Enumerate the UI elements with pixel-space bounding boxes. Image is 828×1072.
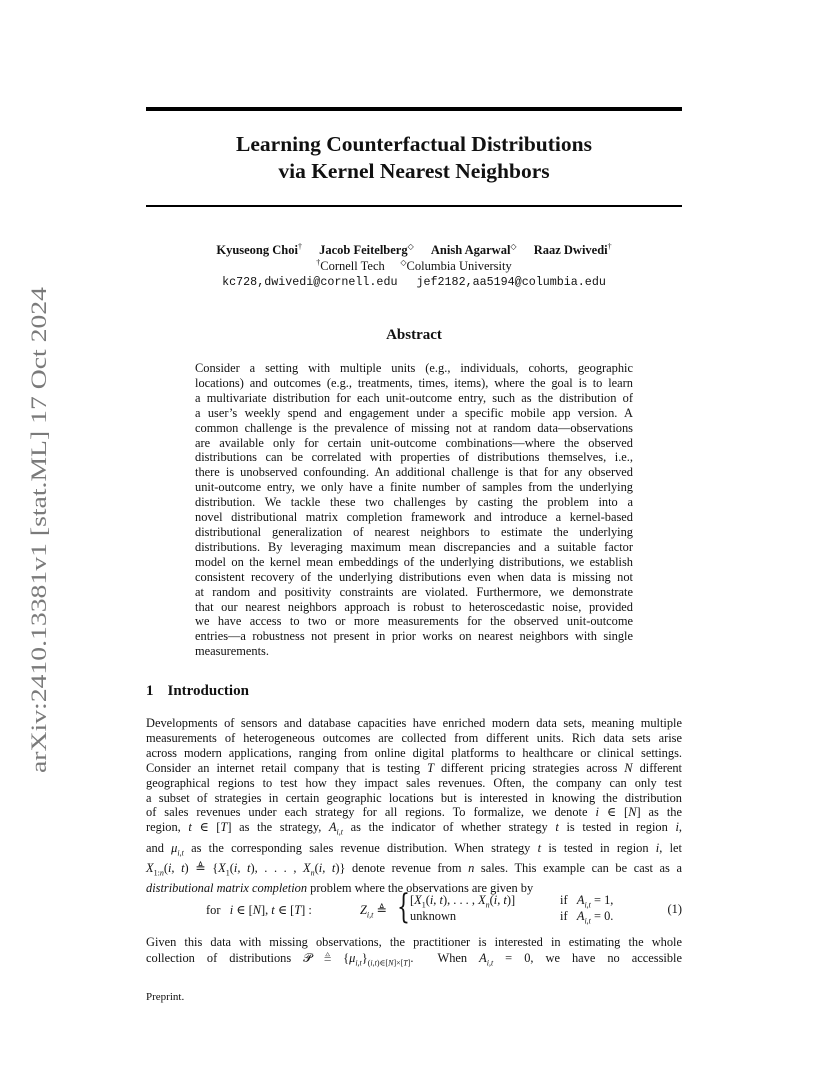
title-rule-bottom [146, 205, 682, 207]
author-affil-mark: † [607, 241, 612, 251]
intro-paragraph [146, 716, 682, 896]
abstract-line: entries—a robustness not present in prior works on nearest neighbors with single [195, 629, 633, 644]
text-line: and $\mu_{i,t}$ as the corresponding sales revenue distribution. When strategy t is tested in region i, let [146, 840, 682, 858]
abstract-line: distributions can be correlated with properties of distributions themselves, i.e., [195, 450, 633, 465]
equation-lhs: $Z_{i,t}$ ≜ [360, 903, 387, 920]
equation-case-2: unknown [410, 909, 457, 923]
equation-case-1: [$X_1(i$, t), . . . , $X_n(i$, t)] [410, 893, 516, 910]
text-line: $X_{1:n}(i$, t) ≜ {$X_1(i$, t), . . . , $X_n(i$, t)} denote revenue from n sales. This example can be cast as a [146, 861, 682, 878]
author [534, 243, 612, 257]
author-name: Kyuseong Choi [216, 243, 298, 257]
equation-quantifier: for i ∈ [N], t ∈ [T] : [206, 903, 312, 917]
equation-condition-1: if $A_{i,t} = 1$, [560, 893, 614, 910]
affiliation: Columbia University [406, 259, 512, 273]
abstract-line: common challenge is the prevalence of missing not at random data—observations [195, 420, 633, 435]
abstract-line: that our nearest neighbors approach is robust to heteroscedastic noise, provided [195, 599, 633, 614]
title-line-1: Learning Counterfactual Distributions [236, 132, 592, 156]
email[interactable]: jef2182,aa5194@columbia.edu [416, 275, 606, 289]
abstract-line: we have access to two or more measurements for the observed unit-outcome [195, 614, 633, 629]
text-line: geographical regions to test how they impact sales revenues. Often, the company can only test [146, 775, 682, 790]
abstract-line: are available only for certain unit-outcome combinations—where the observed [195, 435, 633, 450]
abstract-line: at random and positivity constraints are violated. Furthermore, we demonstrate [195, 584, 633, 599]
emails [146, 274, 682, 290]
abstract-line: Consider a setting with multiple units (e.g., individuals, cohorts, geographic [195, 361, 633, 375]
abstract-line: unit-outcome entry, we only have a finite number of samples from the underlying [195, 480, 633, 495]
author-affil-mark: ◇ [407, 241, 414, 251]
author-affil-mark: † [297, 241, 302, 251]
section-number: 1 [146, 683, 154, 699]
abstract-line: a user’s weekly spend and engagement under a specific mobile app version. A [195, 405, 633, 420]
author [216, 243, 302, 257]
text-line: a subset of strategies in certain geographic locations but is interested in knowing the distribution [146, 790, 682, 805]
paper-title [146, 131, 682, 185]
affil-mark: ◇ [400, 257, 407, 267]
abstract-line: locations) and outcomes (e.g., treatments, times, items), where the goal is to learn [195, 375, 633, 390]
text-line: Given this data with missing observations, the practitioner is interested in estimating the whole [146, 935, 682, 949]
author-list [146, 242, 682, 258]
author [431, 243, 517, 257]
left-brace: { [397, 887, 410, 927]
affil-mark: † [316, 257, 321, 267]
text-line: of sales revenues under each strategy for all regions. To formalize, we denote i ∈ [N] as the [146, 805, 683, 820]
text-line: measurements of heterogeneous outcomes are collected from different units. Rich data sets arise [146, 730, 682, 745]
abstract-line: distributions. By leveraging maximum mean discrepancies and a suitable factor [195, 539, 633, 554]
text-line: across modern applications, ranging from online digital platforms to healthcare or clinical settings. [146, 745, 682, 760]
abstract-body [195, 361, 633, 659]
author [319, 243, 414, 257]
footer-label: Preprint. [146, 991, 185, 1003]
text-line: distributional matrix completion problem where the observations are given by [146, 881, 534, 896]
abstract-line: novel distributional matrix completion framework and introduce a kernel-based [195, 510, 633, 525]
equation-condition-2: if $A_{i,t} = 0$. [560, 909, 614, 926]
author-name: Raaz Dwivedi [533, 243, 608, 257]
text-line: collection of distributions 𝒫 ≜ $\{\mu_{i,t}\}_{(i,t)\in[N]\times[T]}$. When $A_{i,t} = 0$, we have no accessible [146, 951, 682, 968]
abstract-line: measurements. [195, 644, 269, 659]
abstract-line: a multivariate distribution for each unit-outcome entry, such as the distribution of [195, 390, 633, 405]
section-heading [146, 683, 249, 700]
email[interactable]: kc728,dwivedi@cornell.edu [222, 275, 398, 289]
arxiv-stamp-text: arXiv:2410.13381v1 [stat.ML] 17 Oct 2024 [26, 378, 51, 773]
abstract-heading: Abstract [386, 327, 442, 343]
abstract-line: consistent recovery of the underlying distributions even when data is missing not [195, 569, 633, 584]
abstract-line: model on the kernel mean embeddings of the underlying distributions, we establish [195, 554, 633, 569]
affiliations [146, 258, 682, 274]
author-affil-mark: ◇ [510, 241, 517, 251]
continuation-paragraph [146, 934, 682, 971]
author-name: Jacob Feitelberg [319, 243, 408, 257]
abstract-line: there is unobserved confounding. An additional challenge is that for any observed [195, 465, 633, 480]
section-title: Introduction [167, 683, 249, 699]
text-line: Consider an internet retail company that is testing T different pricing strategies across N different [146, 760, 682, 775]
affiliation: Cornell Tech [320, 259, 385, 273]
title-rule-top [146, 107, 682, 111]
abstract-line: distributional generalization of nearest neighbors to estimate the underlying [195, 524, 633, 539]
text-line: Developments of sensors and database capacities have enriched modern data sets, meaning multiple [146, 716, 682, 730]
abstract-line: distribution. We tackle these two challenges by casting the problem into a [195, 495, 633, 510]
arxiv-stamp [20, 285, 54, 775]
title-line-2: via Kernel Nearest Neighbors [278, 159, 550, 183]
author-name: Anish Agarwal [430, 243, 511, 257]
author-block [146, 242, 682, 290]
arxiv-stamp-svg [20, 285, 54, 775]
equation-number: (1) [667, 902, 682, 916]
text-line: region, t ∈ [T] as the strategy, $A_{i,t}$ as the indicator of whether strategy t is tested in region i, [146, 820, 682, 837]
